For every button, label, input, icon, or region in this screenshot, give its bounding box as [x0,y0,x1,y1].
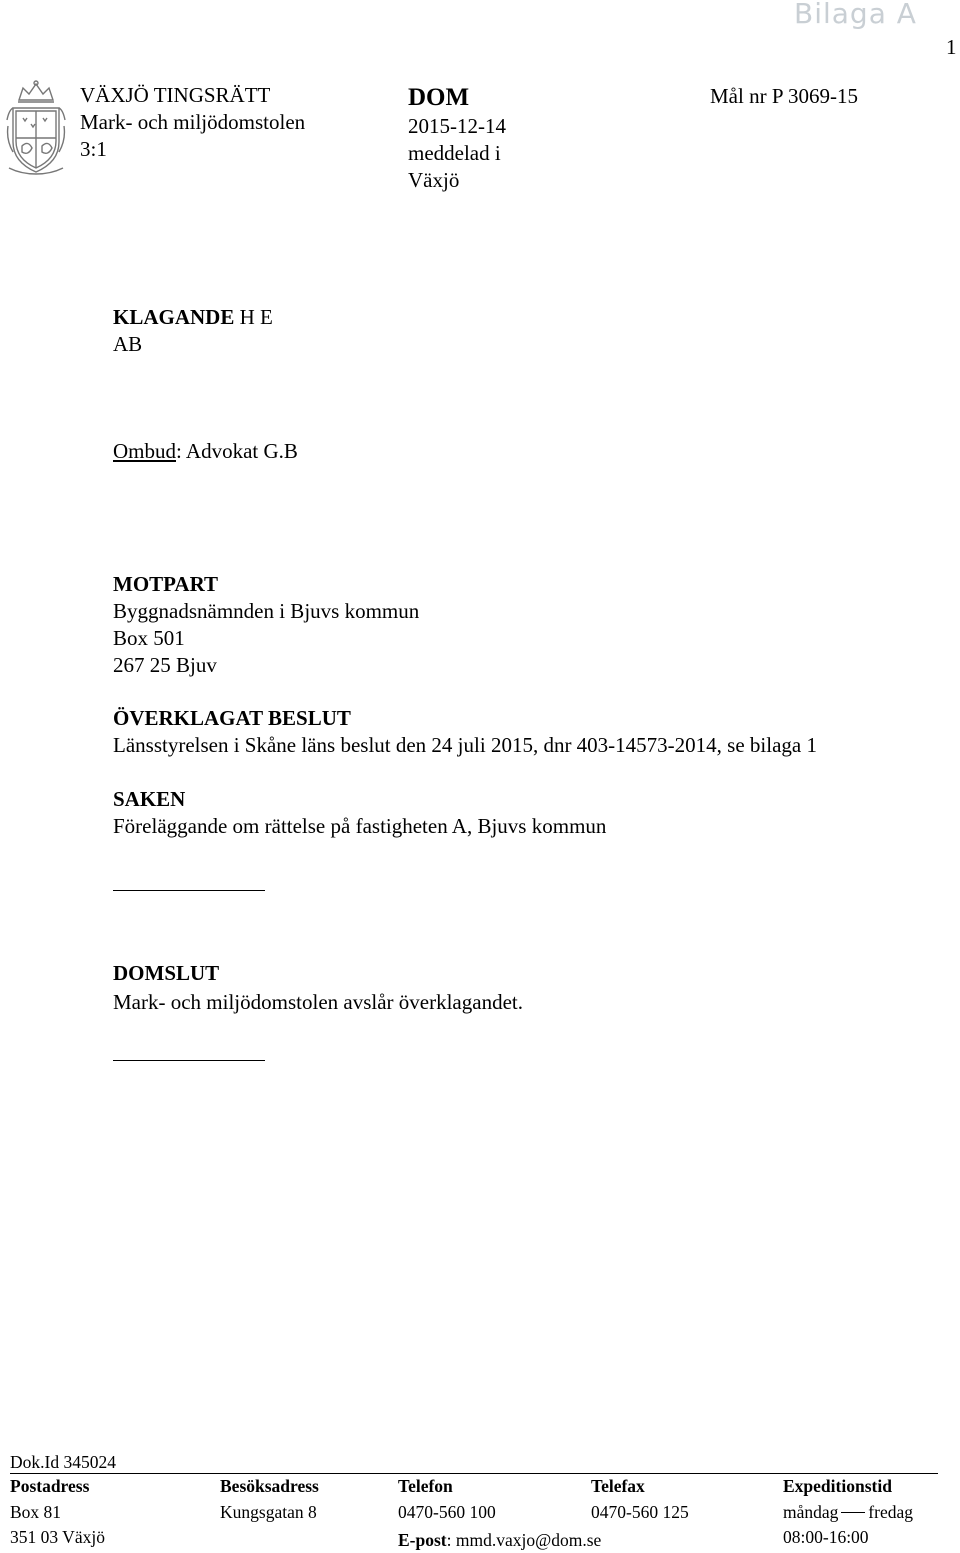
counsel-name: : Advokat G.B [176,439,298,463]
document-issued-line1: meddelad i [408,141,501,165]
respondent-address1: Box 501 [113,626,185,650]
appellant-label: KLAGANDE [113,305,235,329]
court-name: VÄXJÖ TINGSRÄTT [80,83,271,107]
footer-postal-line2: 351 03 Växjö [10,1527,105,1547]
appellant-line2: AB [113,332,143,356]
footer-email-label: E-post [398,1530,447,1550]
attachment-stamp: Bilaga A [794,0,917,30]
footer-hours-day-start: måndag [783,1502,839,1522]
ruling-block [113,960,523,1016]
appealed-decision-block [113,705,817,759]
matter-text: Föreläggande om rättelse på fastigheten A, Bjuvs kommun [113,814,607,838]
document-issued-line2: Växjö [408,168,460,192]
page-number: 1 [946,35,957,59]
footer-hours-time: 08:00-16:00 [783,1527,869,1547]
section-divider [113,1060,265,1061]
appealed-decision-text: Länsstyrelsen i Skåne läns beslut den 24 juli 2015, dnr 403-14573-2014, se bilaga 1 [113,733,817,757]
respondent-name: Byggnadsnämnden i Bjuvs kommun [113,599,420,623]
footer-hours-dash [841,1512,865,1513]
respondent-block [113,571,419,679]
footer-hours-day-end: fredag [868,1502,913,1522]
footer-fax [591,1474,689,1525]
matter-label: SAKEN [113,787,186,811]
document-date: 2015-12-14 [408,114,506,138]
footer-phone-line1: 0470-560 100 [398,1502,496,1522]
court-header [80,82,305,163]
document-id: Dok.Id 345024 [10,1452,116,1472]
footer-postal [10,1474,105,1550]
appellant-block [113,304,273,358]
document-type: DOM [408,84,470,111]
footer-postal-line1: Box 81 [10,1502,62,1522]
appellant-name: H E [239,305,273,329]
counsel-label: Ombud [113,439,176,463]
footer-fax-header: Telefax [591,1476,645,1496]
respondent-address2: 267 25 Bjuv [113,653,217,677]
footer-postal-header: Postadress [10,1476,90,1496]
court-unit: 3:1 [80,137,107,161]
footer-phone-header: Telefon [398,1476,453,1496]
matter-block [113,786,606,840]
footer-fax-line1: 0470-560 125 [591,1502,689,1522]
court-division: Mark- och miljödomstolen [80,110,306,134]
footer-phone [398,1474,601,1553]
footer-email-value: : mmd.vaxjo@dom.se [446,1530,602,1550]
ruling-label: DOMSLUT [113,961,220,985]
footer-hours-header: Expeditionstid [783,1476,892,1496]
appealed-decision-label: ÖVERKLAGAT BESLUT [113,706,351,730]
footer-visiting [220,1474,319,1525]
footer-visiting-line1: Kungsgatan 8 [220,1502,317,1522]
section-divider [113,890,265,891]
footer-visiting-header: Besöksadress [220,1476,319,1496]
footer-hours [783,1474,913,1550]
coat-of-arms-emblem [5,80,67,176]
counsel-line [113,438,298,465]
respondent-label: MOTPART [113,572,219,596]
document-header [408,82,506,194]
ruling-text: Mark- och miljödomstolen avslår överklagandet. [113,990,523,1014]
case-number: Mål nr P 3069-15 [710,84,858,108]
